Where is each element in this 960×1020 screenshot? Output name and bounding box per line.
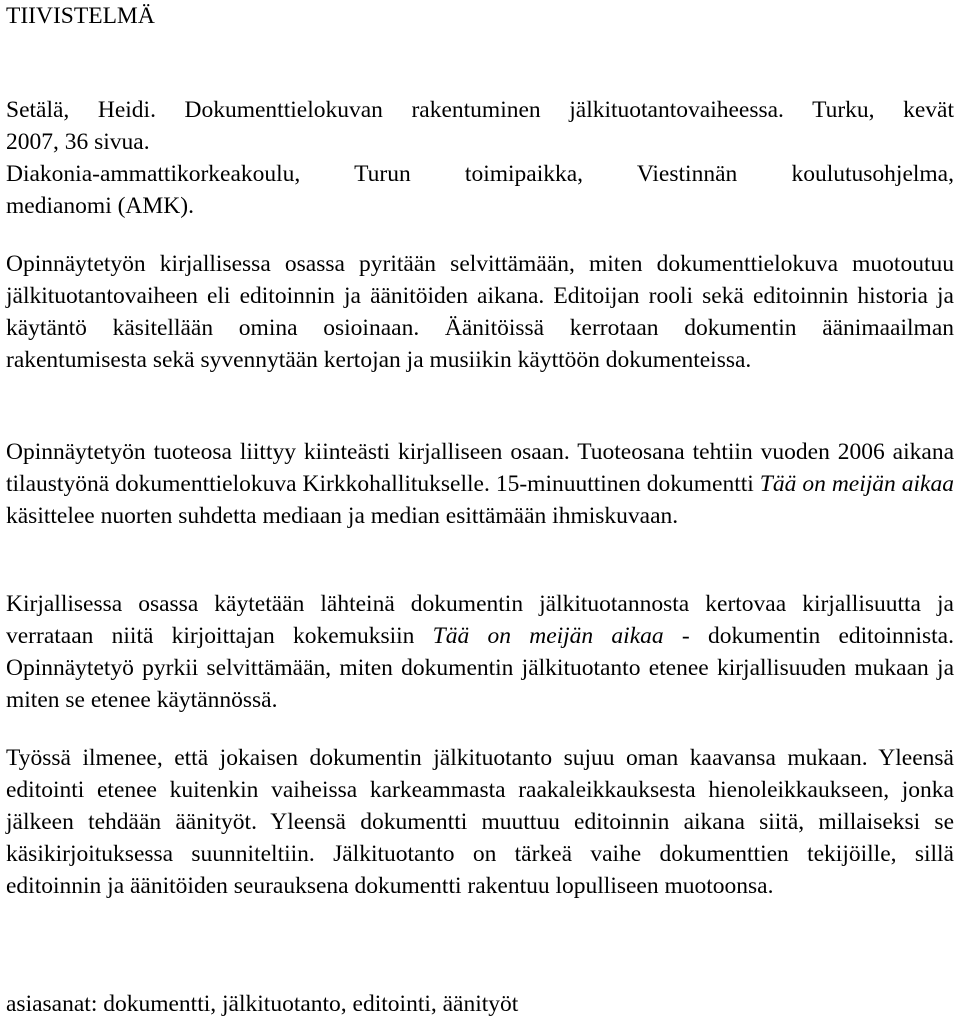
meta-line-2: 2007, 36 sivua. bbox=[6, 129, 150, 155]
keywords-line: asiasanat: dokumentti, jälkituotanto, editointi, äänityöt bbox=[6, 991, 519, 1017]
paragraph-2-text-start: Opinnäytetyön tuoteosa liittyy kiinteästi kirjalliseen osaan. Tuoteosana tehtiin vuoden 2006 aikana tilaustyönä dokumenttielokuva Kirkkohallitukselle. 15-minuuttinen dokumentti bbox=[6, 439, 954, 497]
paragraph-4: Työssä ilmenee, että jokaisen dokumentin jälkituotanto sujuu oman kaavansa mukaan. Yleensä editointi etenee kuitenkin vaiheissa karkeammasta raakaleikkauksesta hienoleikkaukseen, jonka jälkeen tehdään äänityöt. Yleensä dokumentti muuttuu editoinnin aikana siitä, millaiseksi se käsikirjoituksessa suunniteltiin. Jälkituotanto on tärkeä vaihe dokumenttien tekijöille, sillä editoinnin ja äänitöiden seurauksena dokumentti rakentuu lopulliseen muotoonsa. bbox=[6, 745, 954, 899]
abstract-heading: TIIVISTELMÄ bbox=[6, 3, 155, 29]
paragraph-2-film-title: Tää on meijän aikaa bbox=[759, 471, 954, 497]
paragraph-3-film-title: Tää on meijän aikaa bbox=[432, 623, 664, 649]
paragraph-1: Opinnäytetyön kirjallisessa osassa pyritään selvittämään, miten dokumenttielokuva muotoutuu jälkituotantovaiheen eli editoinnin ja äänitöiden aikana. Editoijan rooli sekä editoinnin historia ja käytäntö käsitellään omina osioinaan. Äänitöissä kerrotaan dokumentin äänimaailman rakentumisesta sekä syvennytään kertojan ja musiikin käyttöön dokumenteissa. bbox=[6, 251, 954, 373]
paragraph-2 bbox=[6, 436, 954, 532]
meta-line-1: Setälä, Heidi. Dokumenttielokuvan rakentuminen jälkituotantovaiheessa. Turku, kevät bbox=[6, 97, 954, 123]
meta-line-3: Diakonia-ammattikorkeakoulu, Turun toimipaikka, Viestinnän koulutusohjelma, bbox=[6, 161, 954, 187]
paragraph-3 bbox=[6, 588, 954, 716]
paragraph-3-text-start: Kirjallisessa osassa käytetään lähteinä dokumentin jälkituotannosta kertovaa kirjallisuutta ja verrataan niitä kirjoittajan kokemuksiin bbox=[6, 591, 954, 649]
meta-line-4: medianomi (AMK). bbox=[6, 193, 194, 219]
paragraph-3-text-end: - dokumentin editoinnista. Opinnäytetyö pyrkii selvittämään, miten dokumentin jälkituotanto etenee kirjallisuuden mukaan ja miten se etenee käytännössä. bbox=[6, 623, 954, 713]
bibliographic-info bbox=[6, 94, 954, 222]
paragraph-2-text-end: käsittelee nuorten suhdetta mediaan ja median esittämään ihmiskuvaan. bbox=[6, 503, 679, 529]
